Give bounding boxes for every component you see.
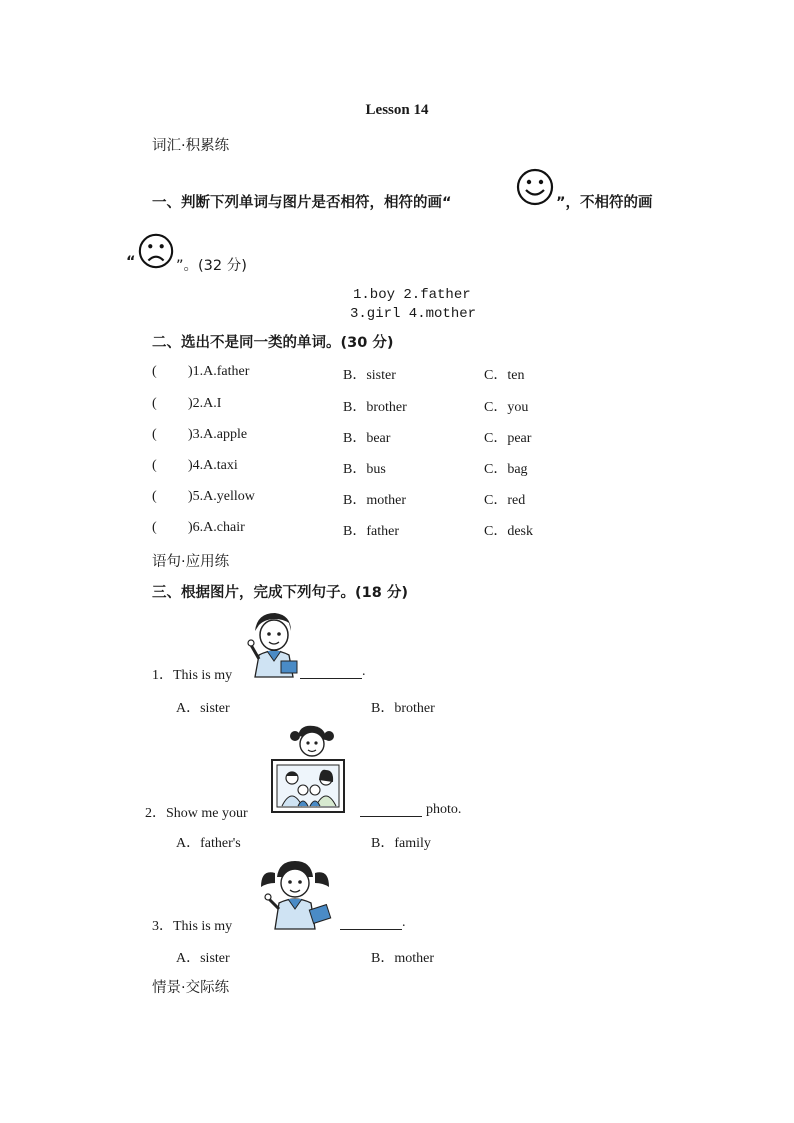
q2-row-3-paren: ( [152, 427, 157, 442]
q3-item1-end: . [362, 664, 366, 679]
q2-row-5-option-b: B．mother [343, 493, 406, 508]
q3-item3-end: . [402, 915, 406, 930]
q2-row-5-paren: ( [152, 489, 157, 504]
q1-words-line2: 3.girl 4.mother [350, 306, 477, 322]
q2-row-4-option-c: C．bag [484, 462, 528, 477]
page-title: Lesson 14 [365, 102, 429, 118]
q2-row-6-option-b: B．father [343, 524, 399, 539]
q2-row-1-option-b: B．sister [343, 368, 396, 383]
q2-row-1-option-a: )1.A.father [188, 364, 250, 379]
girl-illustration [257, 859, 333, 931]
q3-item2-option-b: B．family [371, 836, 431, 851]
q2-row-3-option-c: C．pear [484, 431, 532, 446]
q3-item2-option-a: A．father's [176, 836, 241, 851]
section-sentence: 语句·应用练 [152, 554, 230, 570]
q3-item1-answer-blank[interactable] [300, 664, 362, 679]
q2-row-4-option-b: B．bus [343, 462, 386, 477]
q2-heading: 二、选出不是同一类的单词。(30 分) [152, 335, 394, 351]
q2-row-4-paren: ( [152, 458, 157, 473]
q2-row-2-option-b: B．brother [343, 400, 407, 415]
q2-row-5-option-c: C．red [484, 493, 526, 508]
q2-row-2-option-c: C．you [484, 400, 529, 415]
q2-row-5-option-a: )5.A.yellow [188, 489, 255, 504]
smiley-face-icon [515, 167, 555, 207]
q3-item3-text: 3．This is my [152, 919, 233, 934]
q3-item3-option-b: B．mother [371, 951, 434, 966]
q1-line1-prefix: 一、判断下列单词与图片是否相符，相符的画“ [152, 195, 452, 211]
q2-row-2-paren: ( [152, 396, 157, 411]
q2-row-1-paren: ( [152, 364, 157, 379]
q3-item1-option-b: B．brother [371, 701, 435, 716]
q3-item3-option-a: A．sister [176, 951, 230, 966]
q2-row-4-option-a: )4.A.taxi [188, 458, 238, 473]
q1-line2-open: “ [126, 254, 136, 270]
section-vocab: 词汇·积累练 [152, 138, 230, 154]
q3-item2-answer-blank[interactable] [360, 802, 422, 817]
family-photo-illustration [268, 724, 348, 816]
q2-row-6-option-c: C．desk [484, 524, 533, 539]
q2-row-3-option-a: )3.A.apple [188, 427, 248, 442]
q2-row-6-option-a: )6.A.chair [188, 520, 245, 535]
q2-row-2-option-a: )2.A.I [188, 396, 222, 411]
q2-row-1-option-c: C．ten [484, 368, 525, 383]
sad-face-icon [137, 232, 175, 270]
q1-words-line1: 1.boy 2.father [353, 287, 471, 303]
q3-item2-end: photo. [426, 802, 462, 817]
q3-item3-answer-blank[interactable] [340, 915, 402, 930]
q3-item2-text: 2．Show me your [145, 806, 248, 821]
q2-row-6-paren: ( [152, 520, 157, 535]
q1-line2-suffix: ”。(32 分) [176, 258, 247, 274]
q2-row-3-option-b: B．bear [343, 431, 391, 446]
q3-item1-text: 1．This is my [152, 668, 233, 683]
q3-heading: 三、根据图片，完成下列句子。(18 分) [152, 585, 408, 601]
section-context: 情景·交际练 [152, 980, 230, 996]
q1-line1-suffix: ”，不相符的画 [556, 195, 653, 211]
boy-illustration [245, 609, 303, 679]
q3-item1-option-a: A．sister [176, 701, 230, 716]
